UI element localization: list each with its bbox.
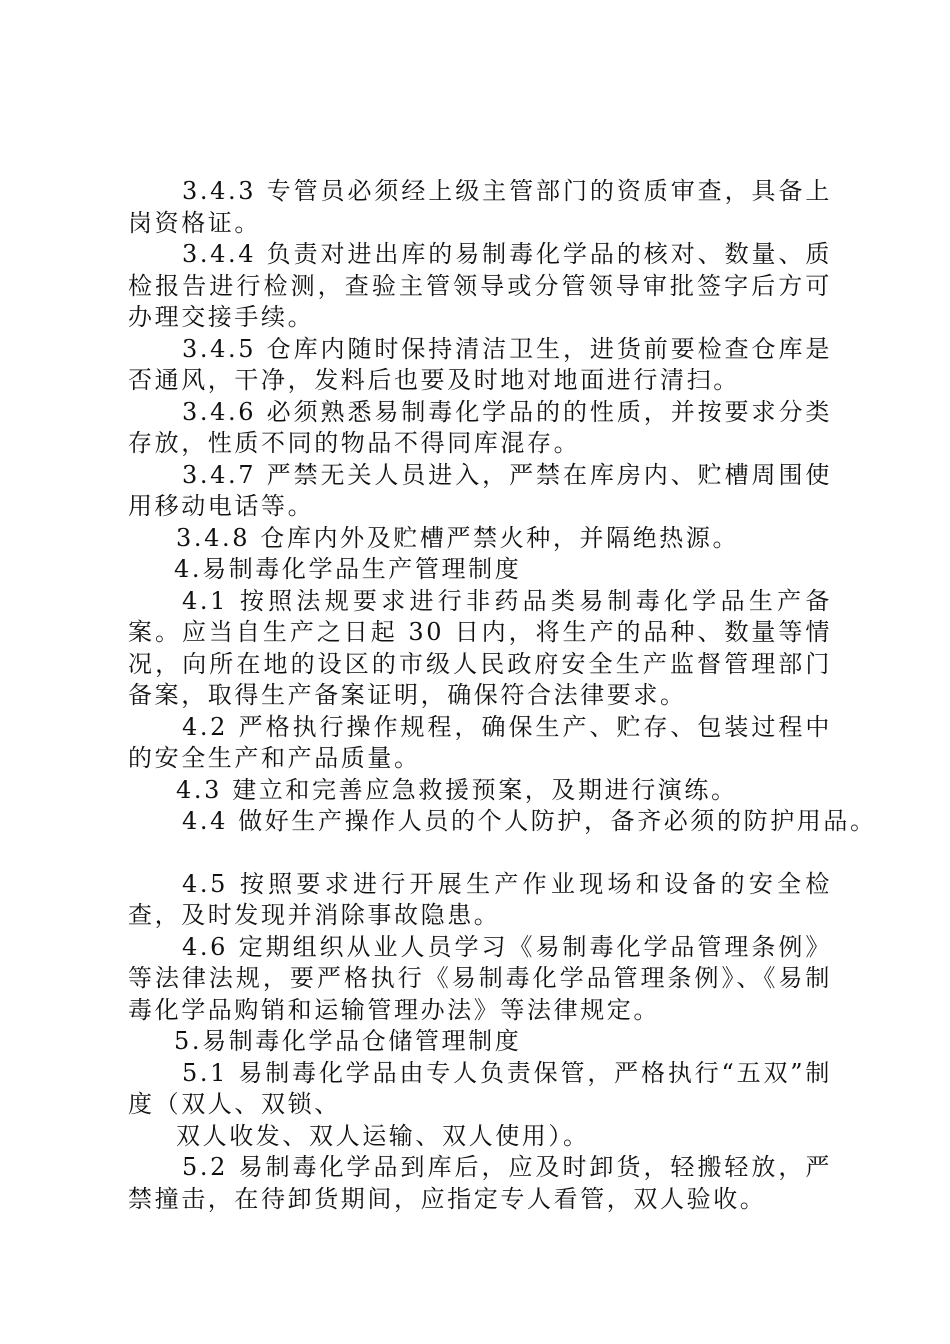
paragraph-5-2: 5.2 易制毒化学品到库后，应及时卸货，轻搬轻放，严禁撞击，在待卸货期间，应指定专人看管，双人验收。	[128, 1153, 832, 1213]
paragraph-5-1: 5.1 易制毒化学品由专人负责保管，严格执行“五双”制度（双人、双锁、	[128, 1058, 832, 1118]
paragraph-4-3: 4.3 建立和完善应急救援预案，及期进行演练。	[176, 775, 738, 804]
paragraph-3-4-4: 3.4.4 负责对进出库的易制毒化学品的核对、数量、质检报告进行检测，查验主管领导或分管领导审批签字后方可办理交接手续。	[128, 240, 832, 331]
paragraph-4-5: 4.5 按照要求进行开展生产作业现场和设备的安全检查，及时发现并消除事故隐患。	[128, 869, 832, 929]
paragraph-3-4-3: 3.4.3 专管员必须经上级主管部门的资质审查，具备上岗资格证。	[128, 177, 832, 237]
paragraph-3-4-5: 3.4.5 仓库内随时保持清洁卫生，进货前要检查仓库是否通风，干净，发料后也要及时地对地面进行清扫。	[128, 334, 832, 394]
section-heading-5: 5.易制毒化学品仓储管理制度	[174, 1027, 522, 1055]
blank-line	[128, 838, 832, 869]
paragraph-5-1-continued: 双人收发、双人运输、双人使用）。	[176, 1121, 590, 1150]
paragraph-3-4-7: 3.4.7 严禁无关人员进入，严禁在库房内、贮槽周围使用移动电话等。	[128, 460, 832, 520]
document-body	[128, 176, 877, 1215]
section-heading-4: 4.易制毒化学品生产管理制度	[174, 555, 522, 583]
paragraph-3-4-8: 3.4.8 仓库内外及贮槽严禁火种，并隔绝热源。	[176, 523, 740, 552]
paragraph-4-2: 4.2 严格执行操作规程，确保生产、贮存、包装过程中的安全生产和产品质量。	[128, 712, 832, 772]
paragraph-3-4-6: 3.4.6 必须熟悉易制毒化学品的的性质，并按要求分类存放，性质不同的物品不得同库混存。	[128, 397, 832, 457]
paragraph-4-1: 4.1 按照法规要求进行非药品类易制毒化学品生产备案。应当自生产之日起 30 日内，将生产的品种、数量等情况，向所在地的设区的市级人民政府安全生产监督管理部门备案，取得生产备案证明，确保符合法律要求。	[128, 586, 832, 709]
paragraph-4-4: 4.4 做好生产操作人员的个人防护，备齐必须的防护用品。	[182, 807, 877, 835]
paragraph-4-6: 4.6 定期组织从业人员学习《易制毒化学品管理条例》等法律法规，要严格执行《易制毒化学品管理条例》、《易制毒化学品购销和运输管理办法》等法律规定。	[128, 932, 832, 1024]
